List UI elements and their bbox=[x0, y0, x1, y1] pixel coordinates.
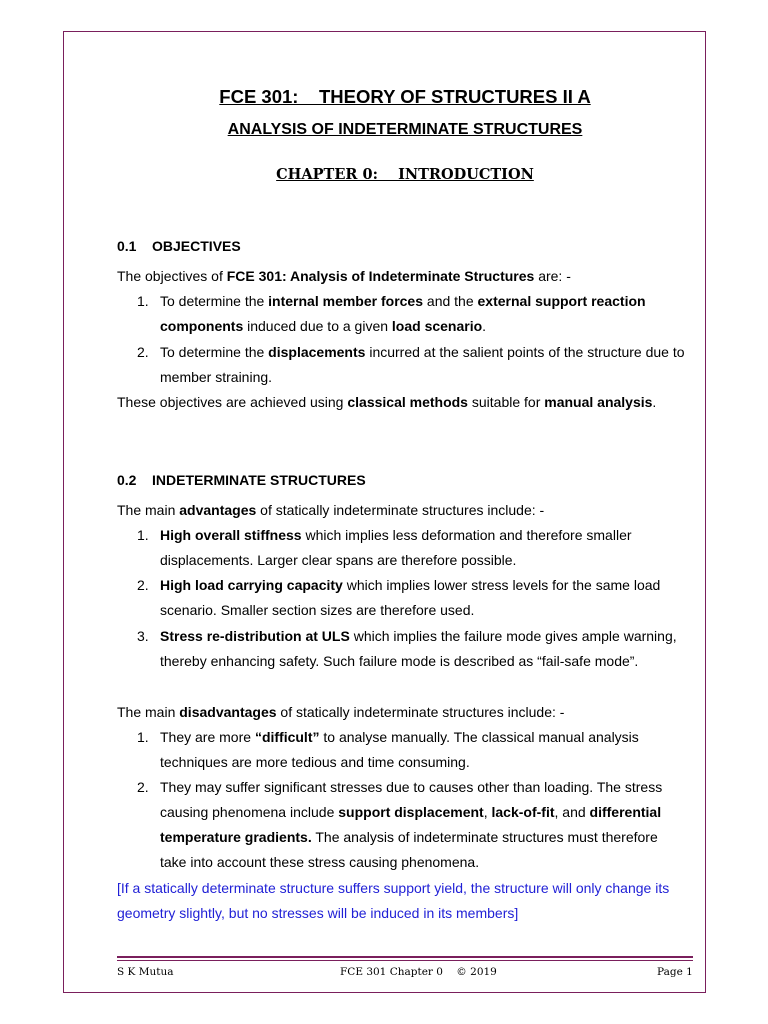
text-run: member straining. bbox=[160, 369, 273, 385]
bold-run: disadvantages bbox=[179, 704, 277, 720]
bold-run: support displacement bbox=[338, 804, 484, 820]
text-run: suitable for bbox=[467, 394, 545, 410]
bold-run: Stress re-distribution at ULS bbox=[160, 628, 350, 644]
objectives-intro-pre: The objectives of bbox=[117, 268, 227, 284]
text-run: take into account these stress causing phenomena. bbox=[160, 854, 480, 870]
objective-2-line1 bbox=[160, 344, 685, 360]
text-run: induced due to a given bbox=[243, 318, 392, 334]
bold-run: internal member forces bbox=[268, 293, 424, 309]
advantage-3-line2 bbox=[160, 653, 638, 669]
text-run: To determine the bbox=[160, 344, 269, 360]
bold-run: components bbox=[160, 318, 244, 334]
footer-rule-thick bbox=[117, 956, 693, 958]
advantage-2-number: 2. bbox=[137, 577, 149, 593]
bold-run: differential bbox=[589, 804, 662, 820]
footer-chapter: FCE 301 Chapter 0 © 2019 bbox=[340, 966, 497, 978]
text-run: techniques are more tedious and time consuming. bbox=[160, 754, 470, 770]
text-run: displacements. Larger clear spans are therefore possible. bbox=[160, 552, 517, 568]
bold-run: displacements bbox=[268, 344, 366, 360]
disadvantage-2-number: 2. bbox=[137, 779, 149, 795]
text-run: They are more bbox=[160, 729, 255, 745]
text-run: which implies the failure mode gives ample warning, bbox=[349, 628, 677, 644]
bold-run: temperature gradients. bbox=[160, 829, 312, 845]
objectives-closing bbox=[117, 394, 656, 410]
text-run: which implies lower stress levels for the same load bbox=[342, 577, 661, 593]
text-run: incurred at the salient points of the structure due to bbox=[365, 344, 685, 360]
objective-1-number: 1. bbox=[137, 293, 149, 309]
objectives-intro-post: are: - bbox=[534, 268, 571, 284]
text-run: . bbox=[652, 394, 657, 410]
text-run: The analysis of indeterminate structures must therefore bbox=[311, 829, 658, 845]
bold-run: lack-of-fit bbox=[491, 804, 555, 820]
text-run: They may suffer significant stresses due to causes other than loading. The stress bbox=[160, 779, 663, 795]
advantage-2-line1 bbox=[160, 577, 660, 593]
text-run: To determine the bbox=[160, 293, 269, 309]
bold-run: load scenario bbox=[391, 318, 483, 334]
text-run: of statically indeterminate structures include: - bbox=[256, 502, 545, 518]
bold-run: manual analysis bbox=[544, 394, 653, 410]
document-subtitle: ANALYSIS OF INDETERMINATE STRUCTURES bbox=[227, 121, 583, 138]
footer-author: S K Mutua bbox=[117, 966, 174, 978]
text-run: , bbox=[483, 804, 492, 820]
disadvantages-intro bbox=[117, 704, 564, 720]
advantage-2-line2 bbox=[160, 602, 474, 618]
disadvantage-1-line2 bbox=[160, 754, 470, 770]
advantage-1-number: 1. bbox=[137, 527, 149, 543]
text-run: , and bbox=[554, 804, 590, 820]
disadvantage-1-number: 1. bbox=[137, 729, 149, 745]
bold-run: “difficult” bbox=[254, 729, 320, 745]
objective-2-line2 bbox=[160, 369, 272, 385]
text-run: which implies less deformation and therefore smaller bbox=[301, 527, 632, 543]
objective-1-line1 bbox=[160, 293, 646, 309]
advantage-1-line2 bbox=[160, 552, 516, 568]
bold-run: advantages bbox=[179, 502, 257, 518]
bold-run: classical methods bbox=[347, 394, 468, 410]
section-heading-objectives: 0.1 OBJECTIVES bbox=[117, 238, 241, 254]
objectives-intro bbox=[117, 268, 571, 284]
text-run: thereby enhancing safety. Such failure mode is described as “fail-safe mode”. bbox=[160, 653, 639, 669]
text-run: The main bbox=[117, 502, 180, 518]
text-run: . bbox=[482, 318, 487, 334]
text-run: of statically indeterminate structures include: - bbox=[276, 704, 565, 720]
objective-2-number: 2. bbox=[137, 344, 149, 360]
note-line-1: [If a statically determinate structure suffers support yield, the structure will only change its bbox=[117, 880, 670, 896]
advantage-3-line1 bbox=[160, 628, 677, 644]
text-run: scenario. Smaller section sizes are therefore used. bbox=[160, 602, 475, 618]
footer-rule-thin bbox=[117, 960, 693, 961]
bold-run: High overall stiffness bbox=[160, 527, 302, 543]
disadvantage-2-line1 bbox=[160, 779, 662, 795]
advantage-1-line1 bbox=[160, 527, 632, 543]
objective-1-line2 bbox=[160, 318, 486, 334]
note-line-2: geometry slightly, but no stresses will be induced in its members] bbox=[117, 905, 519, 921]
course-title: FCE 301: THEORY OF STRUCTURES II A bbox=[219, 86, 591, 107]
text-run: and the bbox=[423, 293, 478, 309]
bold-run: external support reaction bbox=[477, 293, 646, 309]
footer-page-number: Page 1 bbox=[657, 966, 693, 978]
bold-run: High load carrying capacity bbox=[160, 577, 343, 593]
disadvantage-1-line1 bbox=[160, 729, 639, 745]
chapter-title: CHAPTER 0: INTRODUCTION bbox=[276, 166, 534, 183]
text-run: The main bbox=[117, 704, 180, 720]
disadvantage-2-line2 bbox=[160, 804, 661, 820]
text-run: to analyse manually. The classical manual analysis bbox=[319, 729, 639, 745]
objectives-intro-course: FCE 301: Analysis of Indeterminate Structures bbox=[226, 268, 535, 284]
advantage-3-number: 3. bbox=[137, 628, 149, 644]
disadvantage-2-line3 bbox=[160, 829, 658, 845]
disadvantage-2-line4 bbox=[160, 854, 479, 870]
text-run: causing phenomena include bbox=[160, 804, 339, 820]
text-run: These objectives are achieved using bbox=[117, 394, 348, 410]
advantages-intro bbox=[117, 502, 544, 518]
section-heading-indeterminate: 0.2 INDETERMINATE STRUCTURES bbox=[117, 472, 366, 488]
